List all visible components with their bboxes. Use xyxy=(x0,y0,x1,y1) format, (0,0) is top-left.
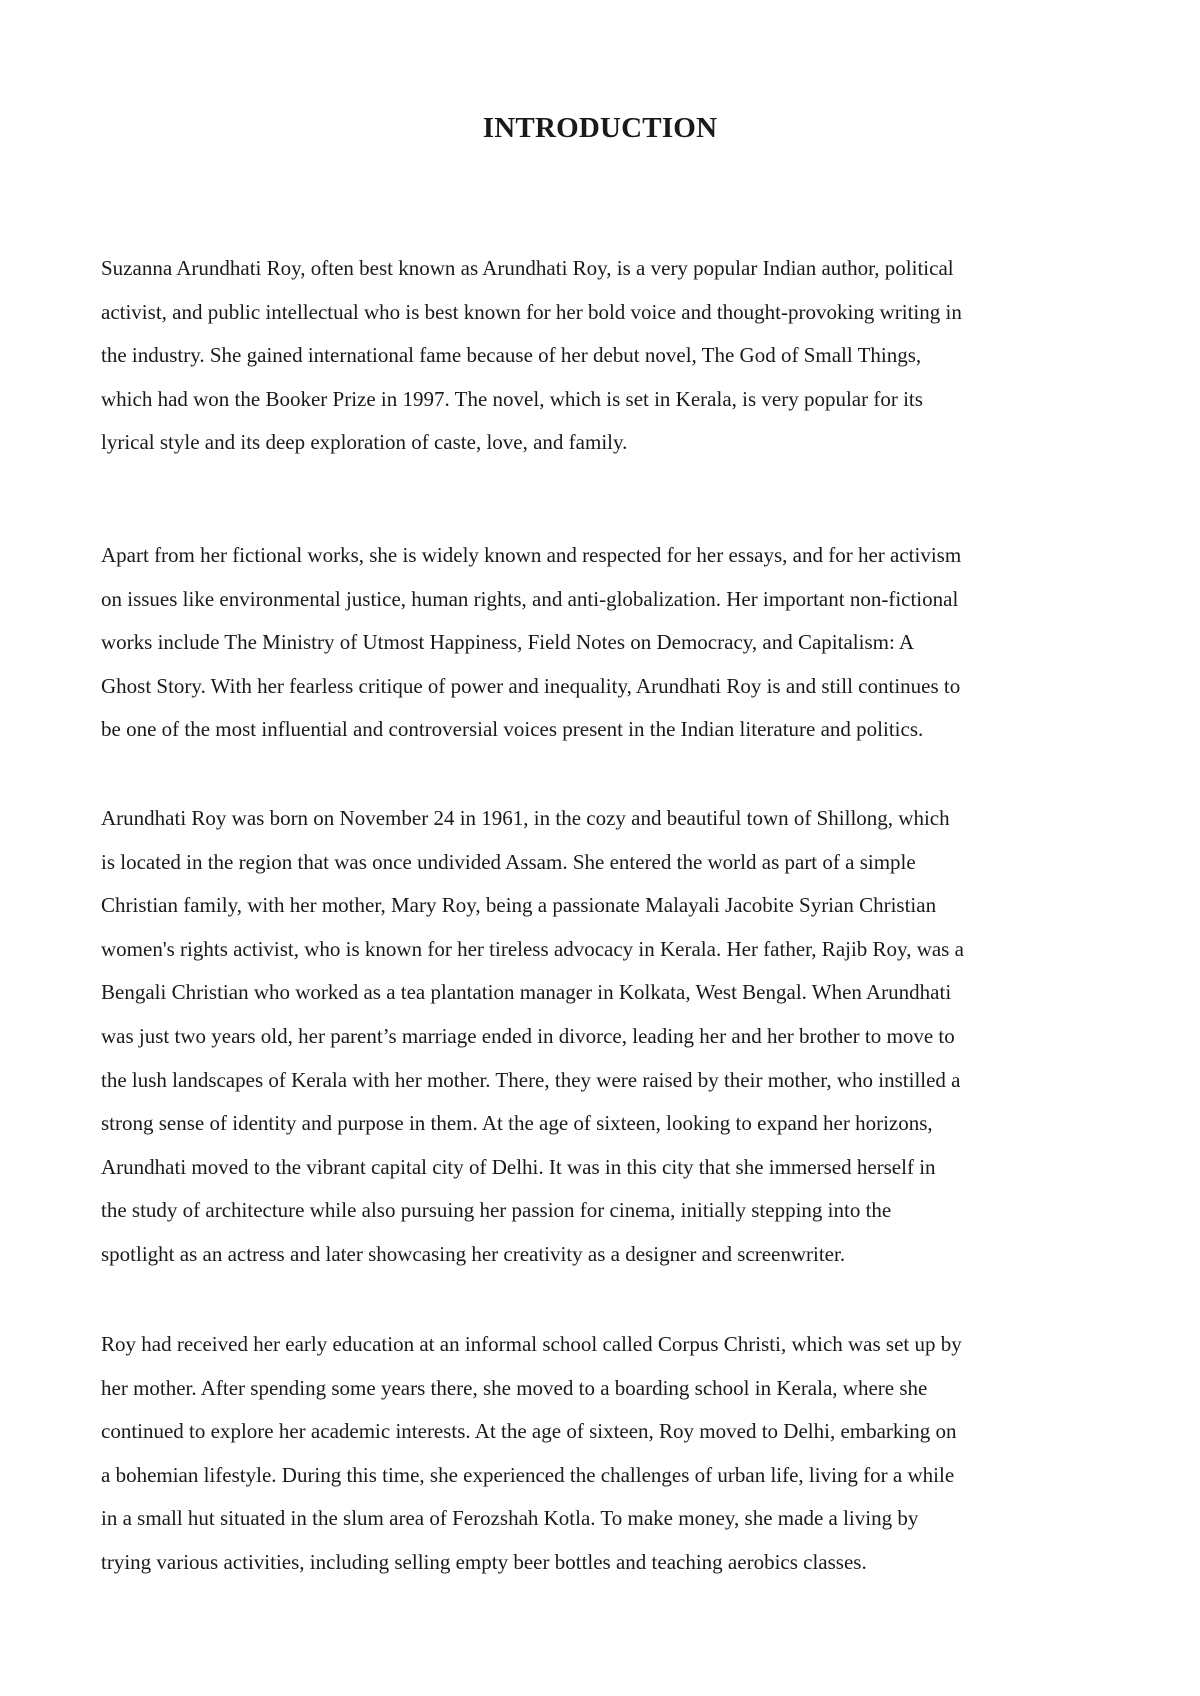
text-line: a bohemian lifestyle. During this time, she experienced the challenges of urban life, living for a while xyxy=(101,1462,955,1487)
text-line: her mother. After spending some years there, she moved to a boarding school in Kerala, where she xyxy=(101,1375,928,1400)
text-line: women's rights activist, who is known for her tireless advocacy in Kerala. Her father, Rajib Roy, was a xyxy=(101,936,964,961)
text-line: be one of the most influential and controversial voices present in the Indian literature and politics. xyxy=(101,717,924,742)
text-line: which had won the Booker Prize in 1997. The novel, which is set in Kerala, is very popular for its xyxy=(101,386,923,411)
text-line: is located in the region that was once undivided Assam. She entered the world as part of a simple xyxy=(101,849,916,874)
text-line: Christian family, with her mother, Mary Roy, being a passionate Malayali Jacobite Syrian Christian xyxy=(101,893,937,918)
text-line: was just two years old, her parent’s marriage ended in divorce, leading her and her brother to move to xyxy=(101,1023,955,1048)
text-line: Ghost Story. With her fearless critique of power and inequality, Arundhati Roy is and still continues to xyxy=(101,673,961,698)
text-line: lyrical style and its deep exploration of caste, love, and family. xyxy=(101,430,628,455)
text-line: the lush landscapes of Kerala with her mother. There, they were raised by their mother, who instilled a xyxy=(101,1067,961,1092)
text-line: trying various activities, including selling empty beer bottles and teaching aerobics classes. xyxy=(101,1549,867,1574)
text-line: activist, and public intellectual who is best known for her bold voice and thought-provoking writing in xyxy=(101,299,962,324)
paragraph-1 xyxy=(101,247,1106,465)
text-line: works include The Ministry of Utmost Happiness, Field Notes on Democracy, and Capitalism: A xyxy=(101,630,915,655)
text-line: on issues like environmental justice, human rights, and anti-globalization. Her important non-fictional xyxy=(101,586,959,611)
text-line: strong sense of identity and purpose in them. At the age of sixteen, looking to expand her horizons, xyxy=(101,1111,933,1136)
paragraph-4 xyxy=(101,1323,1106,1585)
text-line: Arundhati Roy was born on November 24 in 1961, in the cozy and beautiful town of Shillong, which xyxy=(101,806,950,830)
paragraph-3 xyxy=(101,797,1106,1277)
text-line: Arundhati moved to the vibrant capital city of Delhi. It was in this city that she immersed herself in xyxy=(101,1154,936,1179)
text-line: Roy had received her early education at an informal school called Corpus Christi, which was set up by xyxy=(101,1332,962,1356)
text-line: the study of architecture while also pursuing her passion for cinema, initially stepping into the xyxy=(101,1198,892,1223)
text-line: Bengali Christian who worked as a tea plantation manager in Kolkata, West Bengal. When Arundhati xyxy=(101,980,952,1005)
text-line: spotlight as an actress and later showcasing her creativity as a designer and screenwriter. xyxy=(101,1241,846,1266)
text-line: continued to explore her academic interests. At the age of sixteen, Roy moved to Delhi, embarking on xyxy=(101,1419,957,1444)
text-line: Suzanna Arundhati Roy, often best known as Arundhati Roy, is a very popular Indian author, political xyxy=(101,256,954,280)
text-line: Apart from her fictional works, she is widely known and respected for her essays, and for her activism xyxy=(101,543,962,567)
page-title: INTRODUCTION xyxy=(482,112,718,144)
text-line: the industry. She gained international fame because of her debut novel, The God of Small Things, xyxy=(101,343,922,368)
paragraph-2 xyxy=(101,534,1106,752)
text-line: in a small hut situated in the slum area of Ferozshah Kotla. To make money, she made a living by xyxy=(101,1506,919,1531)
